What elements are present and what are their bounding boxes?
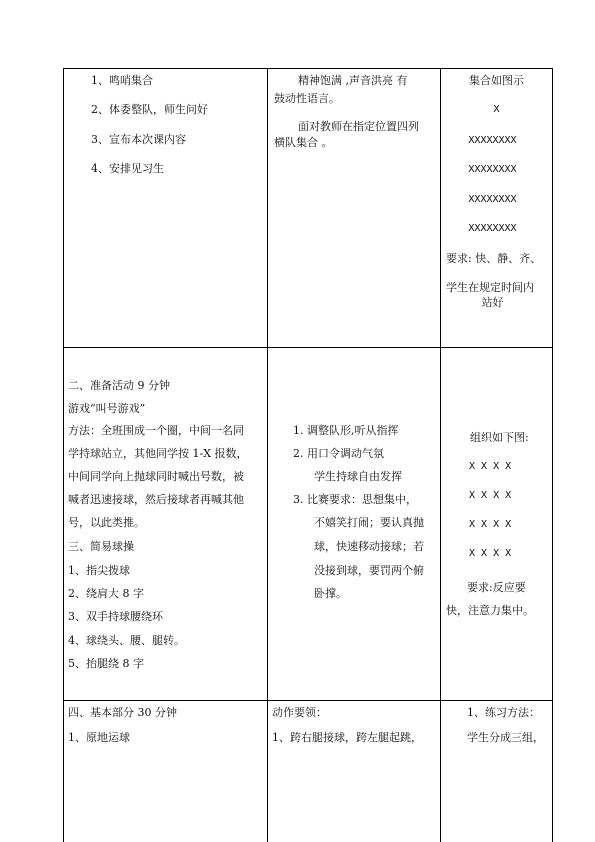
row1-col2-line: 面对教师在指定位置四列 bbox=[298, 120, 419, 133]
formation-row: XXXXXXXX bbox=[468, 164, 517, 175]
formation-row: XXXXXXXX bbox=[468, 194, 517, 205]
row3-col2-line: 1、跨右腿接球，跨左腿起跳， bbox=[272, 731, 422, 744]
row-divider-1 bbox=[63, 347, 553, 348]
row1-col2-line: 精神饱满 ,声音洪亮 有 bbox=[298, 74, 408, 87]
table-top-border bbox=[63, 68, 553, 69]
row3-col1-line: 1、原地运球 bbox=[68, 731, 130, 744]
row2-requirement: 快，注意力集中。 bbox=[446, 604, 534, 617]
row2-requirement: 要求:反应要 bbox=[467, 581, 526, 594]
row1-col1-line: 2、体委整队，师生问好 bbox=[91, 103, 208, 116]
row2-col2-line: 卧撑。 bbox=[314, 587, 347, 600]
row2-formation-title: 组织如下图: bbox=[470, 431, 529, 444]
column-divider-2 bbox=[440, 68, 441, 842]
row2-col1-line: 5、抬腿绕 8 字 bbox=[68, 657, 144, 670]
formation-row: X X X X bbox=[469, 490, 512, 501]
row2-col2-line: 学生持球自由发挥 bbox=[314, 470, 402, 483]
row2-col2-line: 球，快速移动接球；若 bbox=[314, 540, 424, 553]
row2-col1-line: 三、简易球操 bbox=[68, 540, 134, 553]
table-left-border bbox=[63, 68, 64, 842]
row1-col1-line: 4、安排见习生 bbox=[91, 162, 164, 175]
teacher-position-marker: X bbox=[493, 104, 500, 115]
row1-col1-line: 3、宣布本次课内容 bbox=[91, 133, 186, 146]
row2-col1-line: 1、指尖拨球 bbox=[68, 564, 130, 577]
row2-col1-line: 学持球站立，其他同学按 1-X 报数， bbox=[68, 447, 248, 460]
row1-col2-line: 横队集合 。 bbox=[274, 136, 333, 149]
row2-col2-line: 3. 比赛要求：思想集中， bbox=[293, 493, 417, 506]
row1-requirement: 学生在规定时间内 bbox=[446, 281, 534, 294]
row3-col2-line: 动作要领： bbox=[272, 706, 327, 719]
row1-requirement: 要求: 快、静、齐、 bbox=[446, 252, 542, 265]
row2-col1-line: 方法：全班围成一个圈，中间一名同 bbox=[68, 424, 244, 437]
row2-col1-line: 中间同学向上抛球同时喊出号数，被 bbox=[68, 470, 244, 483]
row1-requirement: 站好 bbox=[481, 296, 504, 309]
row1-col1-line: 1、鸣哨集合 bbox=[91, 74, 153, 87]
row2-col1-line: 3、双手持球腰绕环 bbox=[68, 610, 163, 623]
row2-col2-line: 不嬉笑打闹；要认真抛 bbox=[314, 516, 424, 529]
row2-col2-line: 1. 调整队形,听从指挥 bbox=[293, 424, 399, 437]
formation-row: X X X X bbox=[469, 519, 512, 530]
row2-col1-line: 二、准备活动 9 分钟 bbox=[68, 379, 170, 392]
row3-col3-line: 1、练习方法： bbox=[467, 706, 540, 719]
row2-col2-line: 没接到球，要罚两个俯 bbox=[314, 564, 424, 577]
formation-row: X X X X bbox=[469, 461, 512, 472]
formation-row: X X X X bbox=[469, 548, 512, 559]
row3-col3-line: 学生分成三组， bbox=[467, 731, 544, 744]
row1-formation-title: 集合如图示 bbox=[469, 74, 524, 87]
table-right-border bbox=[552, 68, 553, 842]
row2-col1-line: 喊者迅速接球，然后接球者再喊其他 bbox=[68, 493, 244, 506]
formation-row: XXXXXXXX bbox=[468, 135, 517, 146]
row-divider-2 bbox=[63, 700, 553, 701]
row2-col1-line: 号，以此类推。 bbox=[68, 516, 145, 529]
row2-col2-line: 2. 用口令调动气氛 bbox=[293, 447, 384, 460]
row2-col1-line: 游戏“叫号游戏” bbox=[68, 402, 146, 415]
row3-col1-line: 四、基本部分 30 分钟 bbox=[68, 706, 177, 719]
formation-row: XXXXXXXX bbox=[468, 223, 517, 234]
row1-col2-line: 鼓动性语言。 bbox=[274, 92, 340, 105]
column-divider-1 bbox=[267, 68, 268, 842]
row2-col1-line: 4、球绕头、腰、腿转。 bbox=[68, 634, 185, 647]
row2-col1-line: 2、绕肩大 8 字 bbox=[68, 587, 144, 600]
